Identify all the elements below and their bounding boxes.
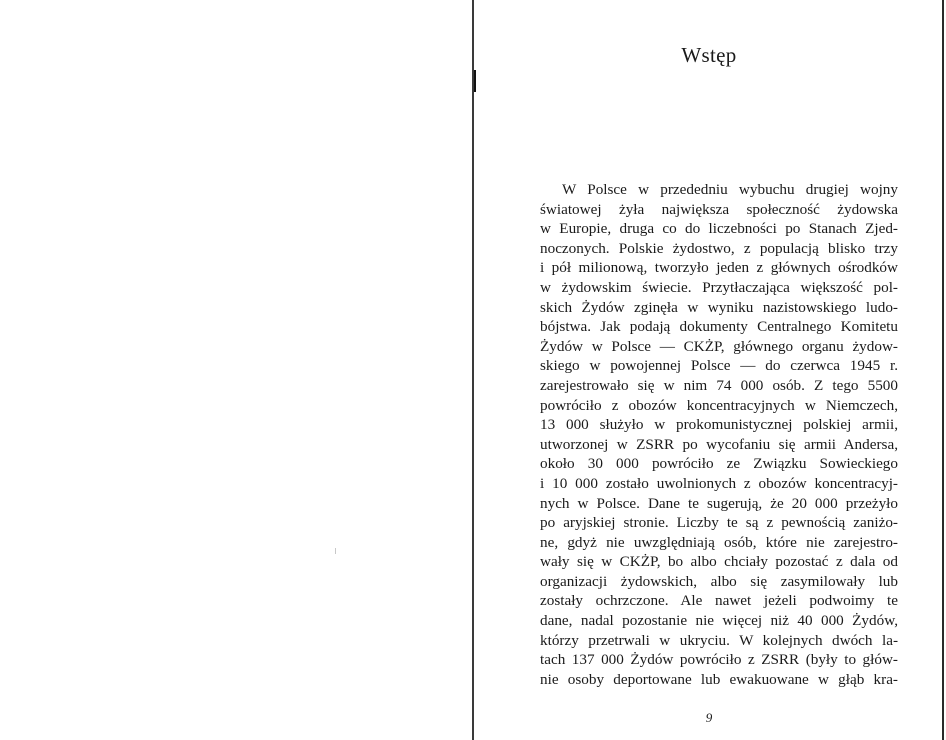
text-line: skiego w powojennej Polsce — do czerwca 1945 r.	[540, 357, 898, 375]
text-line: ne, gdyż nie uwzględniają osób, które nie zarejestro-	[540, 533, 898, 551]
text-line: nych w Polsce. Dane te sugerują, że 20 000 przeżyło	[540, 494, 898, 512]
page-edge	[942, 0, 944, 740]
text-line: i pół milionową, tworzyło jeden z głównych ośrodków	[540, 259, 898, 277]
page-number: 9	[705, 710, 713, 725]
body-paragraph	[540, 180, 898, 689]
text-line: bójstwa. Jak podają dokumenty Centralnego Komitetu	[540, 318, 898, 336]
text-line: utworzonej w ZSRR po wycofaniu się armii Andersa,	[540, 435, 898, 453]
text-line: noczonych. Polskie żydostwo, z populacją blisko trzy	[540, 239, 898, 257]
text-line: zarejestrowało się w nim 74 000 osób. Z tego 5500	[540, 376, 898, 394]
left-page-blank	[0, 0, 472, 740]
text-line: organizacji żydowskich, albo się zasymilowały lub	[540, 572, 898, 590]
text-line: w Europie, druga co do liczebności po Stanach Zjed-	[540, 220, 898, 238]
text-line: światowej żyła największa społeczność żydowska	[540, 200, 898, 218]
text-line: tach 137 000 Żydów powróciło z ZSRR (były to głów-	[540, 651, 898, 669]
text-line: po aryjskiej stronie. Liczby te są z pewnością zaniżo-	[540, 514, 898, 532]
chapter-title: Wstęp	[681, 43, 737, 67]
scan-speck	[335, 548, 336, 554]
text-line: 13 000 służyło w prokomunistycznej polskiej armii,	[540, 416, 898, 434]
text-line: dane, nadal pozostanie nie więcej niż 40 000 Żydów,	[540, 612, 898, 630]
text-line: powróciło z obozów koncentracyjnych w Niemczech,	[540, 396, 898, 414]
text-line: zostały ochrzczone. Ale nawet jeżeli podwoimy te	[540, 592, 898, 610]
text-line: Żydów w Polsce — CKŻP, głównego organu żydow-	[540, 337, 898, 355]
book-gutter	[472, 0, 474, 740]
text-line: w żydowskim świecie. Przytłaczająca większość pol-	[540, 278, 898, 296]
text-line: około 30 000 powróciło ze Związku Sowieckiego	[540, 455, 898, 473]
text-line: i 10 000 zostało uwolnionych z obozów koncentracyj-	[540, 474, 898, 492]
text-line: wały się w CKŻP, bo albo chciały pozostać z dala od	[540, 553, 898, 571]
text-line: nie osoby deportowane lub ewakuowane w głąb kra-	[540, 670, 898, 688]
text-line: W Polsce w przededniu wybuchu drugiej wojny	[562, 181, 898, 198]
text-line: skich Żydów zginęła w wyniku nazistowskiego ludo-	[540, 298, 898, 316]
text-line: którzy przetrwali w ukryciu. W kolejnych dwóch la-	[540, 631, 898, 649]
